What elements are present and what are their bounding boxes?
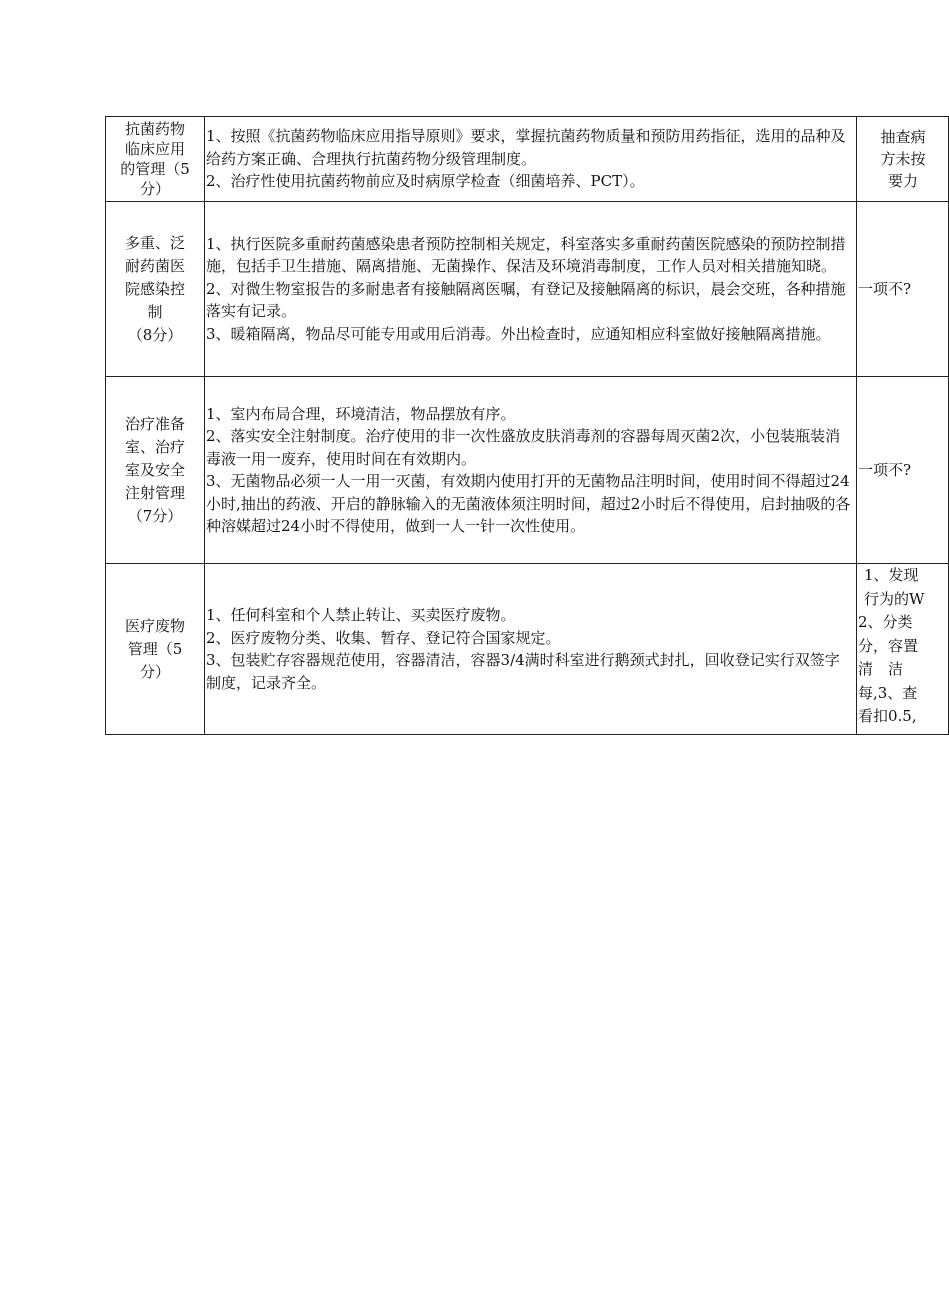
table-row <box>106 377 949 564</box>
category-line: 耐药菌医 <box>124 256 185 275</box>
category-line: 医疗废物 <box>124 616 185 635</box>
category-line: 多重、泛 <box>124 233 185 252</box>
requirement-item: 1、室内布局合理，环境清洁，物品摆放有序。 <box>206 404 516 423</box>
requirement-item: 3、暖箱隔离，物品尽可能专用或用后消毒。外出检查时，应通知相应科室做好接触隔离措施。 <box>206 324 831 343</box>
category-cell <box>106 564 205 735</box>
category-line: 注射管理 <box>124 483 185 502</box>
category-line: 制 <box>147 302 163 321</box>
penalty-line: 每,3、查 <box>858 683 918 702</box>
penalty-line: 2、分类 <box>858 613 913 631</box>
penalty-line: 一项不? <box>858 280 912 298</box>
penalty-line: 抽查病 <box>880 128 926 146</box>
requirements-cell <box>205 202 857 377</box>
requirement-item: 2、治疗性使用抗菌药物前应及时病原学检查（细菌培养、PCT）。 <box>206 172 645 191</box>
category-line: 管理（5 <box>127 639 183 658</box>
table-row <box>106 564 949 735</box>
penalty-cell <box>857 564 949 735</box>
penalty-line: 清 洁 <box>858 660 904 678</box>
category-line: 抗菌药物 <box>124 120 185 138</box>
requirements-cell <box>205 564 857 735</box>
category-line: 室、治疗 <box>124 437 185 456</box>
penalty-line: 行为的W <box>864 589 925 608</box>
requirement-item: 3、无菌物品必须一人一用一灭菌，有效期内使用打开的无菌物品注明时间，使用时间不得超过24小时,抽出的药液、开启的静脉输入的无菌液体须注明时间，超过2小时后不得使用，启封抽吸的各种溶媒超过24小时不得使用，做到一人一针一次性使用。 <box>206 472 851 535</box>
penalty-cell <box>857 117 949 202</box>
penalty-line: 1、发现 <box>864 566 919 584</box>
assessment-table <box>105 116 949 735</box>
requirements-cell <box>205 117 857 202</box>
requirement-item: 2、医疗废物分类、收集、暂存、登记符合国家规定。 <box>206 628 561 647</box>
requirement-item: 2、对微生物室报告的多耐患者有接触隔离医嘱，有登记及接触隔离的标识，晨会交班，各种措施落实有记录。 <box>206 279 846 321</box>
category-line: （7分） <box>127 506 183 525</box>
category-line: （8分） <box>127 325 183 344</box>
category-line: 分） <box>139 180 170 198</box>
category-line: 临床应用 <box>124 140 185 158</box>
category-line: 治疗准备 <box>124 414 185 433</box>
requirement-item: 2、落实安全注射制度。治疗使用的非一次性盛放皮肤消毒剂的容器每周灭菌2次，小包装瓶装消毒液一用一废弃，使用时间在有效期内。 <box>206 427 841 468</box>
penalty-line: 方未按 <box>880 150 926 168</box>
category-cell <box>106 377 205 564</box>
table-row <box>106 117 949 202</box>
requirements-cell <box>205 377 857 564</box>
penalty-cell <box>857 202 949 377</box>
penalty-line: 一项不? <box>858 461 912 479</box>
table-row <box>106 202 949 377</box>
requirement-item: 1、任何科室和个人禁止转让、买卖医疗废物。 <box>206 606 516 624</box>
category-cell <box>106 202 205 377</box>
penalty-line: 要力 <box>887 172 918 190</box>
requirement-item: 3、包装贮存容器规范使用，容器清洁，容器3/4满时科室进行鹅颈式封扎，回收登记实行双签字制度，记录齐全。 <box>206 651 840 692</box>
category-line: 室及安全 <box>124 460 185 479</box>
category-line: 分） <box>139 662 170 681</box>
penalty-line: 分，容置 <box>858 636 919 655</box>
penalty-cell <box>857 377 949 564</box>
category-line: 的管理（5 <box>120 160 190 178</box>
assessment-table-wrapper <box>105 116 926 735</box>
penalty-line: 看扣0.5, <box>858 707 917 725</box>
category-line: 院感染控 <box>124 279 185 298</box>
requirement-item: 1、执行医院多重耐药菌感染患者预防控制相关规定，科室落实多重耐药菌医院感染的预防控制措施，包括手卫生措施、隔离措施、无菌操作、保洁及环境消毒制度，工作人员对相关措施知晓。 <box>206 234 846 276</box>
category-cell <box>106 117 205 202</box>
requirement-item: 1、按照《抗菌药物临床应用指导原则》要求，掌握抗菌药物质量和预防用药指征，选用的品种及给药方案正确、合理执行抗菌药物分级管理制度。 <box>206 127 846 168</box>
